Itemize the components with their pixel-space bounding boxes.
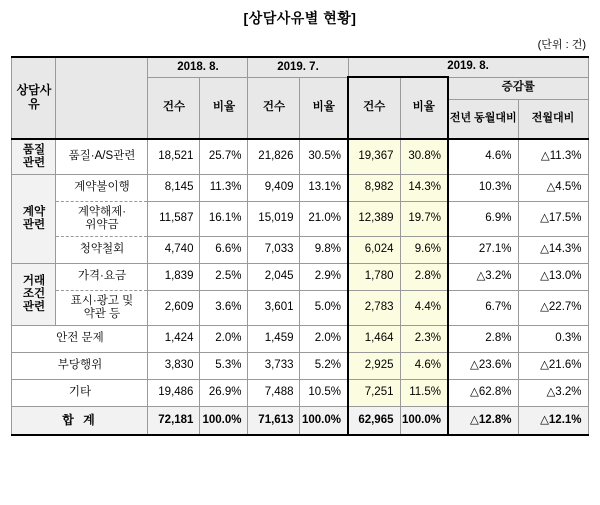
total-2018-08-rate: 100.0% xyxy=(200,407,248,436)
total-2019-07-rate: 100.0% xyxy=(300,407,348,436)
header-period-2019-08: 2019. 8. xyxy=(348,57,588,77)
table-total-row xyxy=(12,407,588,436)
cell-2019-07-count: 3,733 xyxy=(248,353,300,380)
table-row xyxy=(12,237,588,264)
cell-2018-08-rate: 25.7% xyxy=(200,139,248,175)
cell-mom: △17.5% xyxy=(518,202,588,237)
cell-2019-08-count: 6,024 xyxy=(348,237,400,264)
page-title: [상담사유별 현황] xyxy=(243,10,357,26)
cell-2019-08-rate: 14.3% xyxy=(400,175,448,202)
cell-mom: △14.3% xyxy=(518,237,588,264)
cell-mom: △3.2% xyxy=(518,380,588,407)
cell-2019-08-rate: 4.6% xyxy=(400,353,448,380)
cell-2018-08-rate: 11.3% xyxy=(200,175,248,202)
table-row xyxy=(12,202,588,237)
table-body xyxy=(12,139,588,435)
cell-yoy: 2.8% xyxy=(448,326,518,353)
cell-2019-07-rate: 5.2% xyxy=(300,353,348,380)
cell-yoy: △3.2% xyxy=(448,264,518,291)
header-period-2018-08: 2018. 8. xyxy=(148,57,248,77)
cell-2019-07-count: 7,033 xyxy=(248,237,300,264)
cell-mom: 0.3% xyxy=(518,326,588,353)
cell-2019-07-count: 7,488 xyxy=(248,380,300,407)
total-mom: △12.1% xyxy=(518,407,588,436)
cell-mom: △11.3% xyxy=(518,139,588,175)
row-reason: 안전 문제 xyxy=(12,326,148,353)
cell-2018-08-count: 4,740 xyxy=(148,237,200,264)
header-2019-08-count: 건수 xyxy=(348,77,400,139)
header-period-2019-07: 2019. 7. xyxy=(248,57,348,77)
cell-2019-07-count: 3,601 xyxy=(248,291,300,326)
table-row xyxy=(12,353,588,380)
row-reason: 기타 xyxy=(12,380,148,407)
table-row xyxy=(12,380,588,407)
row-reason: 계약불이행 xyxy=(56,175,148,202)
cell-2019-08-rate: 2.8% xyxy=(400,264,448,291)
cell-2019-07-rate: 10.5% xyxy=(300,380,348,407)
row-reason: 계약해제· 위약금 xyxy=(56,202,148,237)
total-2019-08-rate: 100.0% xyxy=(400,407,448,436)
cell-2018-08-rate: 2.5% xyxy=(200,264,248,291)
header-row-periods xyxy=(12,57,588,77)
table-row xyxy=(12,291,588,326)
cell-2019-08-count: 12,389 xyxy=(348,202,400,237)
header-2019-07-rate: 비율 xyxy=(300,77,348,139)
table-row xyxy=(12,175,588,202)
cell-2019-07-count: 2,045 xyxy=(248,264,300,291)
total-2019-07-count: 71,613 xyxy=(248,407,300,436)
table-row xyxy=(12,326,588,353)
group-label-trade-conditions: 거래 조건 관련 xyxy=(12,264,56,326)
row-reason: 청약철회 xyxy=(56,237,148,264)
cell-2019-08-rate: 19.7% xyxy=(400,202,448,237)
cell-2018-08-count: 11,587 xyxy=(148,202,200,237)
cell-2018-08-rate: 5.3% xyxy=(200,353,248,380)
cell-yoy: 4.6% xyxy=(448,139,518,175)
cell-2019-07-count: 15,019 xyxy=(248,202,300,237)
cell-2019-08-count: 7,251 xyxy=(348,380,400,407)
row-reason: 품질·A/S관련 xyxy=(56,139,148,175)
header-reason: 상담사유 xyxy=(12,57,56,139)
cell-2019-07-rate: 9.8% xyxy=(300,237,348,264)
cell-2019-08-count: 2,783 xyxy=(348,291,400,326)
cell-2019-08-count: 1,780 xyxy=(348,264,400,291)
cell-2018-08-rate: 6.6% xyxy=(200,237,248,264)
cell-mom: △21.6% xyxy=(518,353,588,380)
cell-mom: △4.5% xyxy=(518,175,588,202)
cell-yoy: 10.3% xyxy=(448,175,518,202)
cell-2019-07-rate: 13.1% xyxy=(300,175,348,202)
cell-2018-08-count: 1,424 xyxy=(148,326,200,353)
cell-mom: △13.0% xyxy=(518,264,588,291)
table-row xyxy=(12,139,588,175)
row-reason: 표시·광고 및 약관 등 xyxy=(56,291,148,326)
cell-2018-08-count: 1,839 xyxy=(148,264,200,291)
header-reason-detail xyxy=(56,57,148,139)
cell-2018-08-count: 19,486 xyxy=(148,380,200,407)
group-label-quality: 품질 관련 xyxy=(12,139,56,175)
cell-2019-08-rate: 11.5% xyxy=(400,380,448,407)
cell-2019-07-rate: 5.0% xyxy=(300,291,348,326)
cell-2019-08-count: 1,464 xyxy=(348,326,400,353)
cell-2019-08-rate: 30.8% xyxy=(400,139,448,175)
cell-yoy: 6.9% xyxy=(448,202,518,237)
cell-2018-08-rate: 26.9% xyxy=(200,380,248,407)
cell-2019-07-count: 9,409 xyxy=(248,175,300,202)
cell-2019-07-rate: 2.9% xyxy=(300,264,348,291)
consultation-reason-table xyxy=(11,56,588,436)
total-2019-08-count: 62,965 xyxy=(348,407,400,436)
cell-2019-07-rate: 2.0% xyxy=(300,326,348,353)
cell-yoy: △62.8% xyxy=(448,380,518,407)
header-2018-08-rate: 비율 xyxy=(200,77,248,139)
cell-2019-08-rate: 4.4% xyxy=(400,291,448,326)
header-mom: 전월대비 xyxy=(518,99,588,139)
cell-2019-08-count: 8,982 xyxy=(348,175,400,202)
cell-2019-08-count: 2,925 xyxy=(348,353,400,380)
row-reason: 가격·요금 xyxy=(56,264,148,291)
cell-2019-07-rate: 21.0% xyxy=(300,202,348,237)
cell-2018-08-rate: 2.0% xyxy=(200,326,248,353)
cell-2018-08-count: 8,145 xyxy=(148,175,200,202)
cell-yoy: 6.7% xyxy=(448,291,518,326)
cell-2018-08-count: 2,609 xyxy=(148,291,200,326)
total-label: 합 계 xyxy=(12,407,148,436)
header-2019-08-rate: 비율 xyxy=(400,77,448,139)
total-yoy: △12.8% xyxy=(448,407,518,436)
cell-2018-08-count: 18,521 xyxy=(148,139,200,175)
cell-2018-08-rate: 16.1% xyxy=(200,202,248,237)
cell-2019-08-rate: 2.3% xyxy=(400,326,448,353)
cell-yoy: △23.6% xyxy=(448,353,518,380)
cell-2018-08-rate: 3.6% xyxy=(200,291,248,326)
header-change-rate: 증감률 xyxy=(448,77,588,99)
cell-2019-08-rate: 9.6% xyxy=(400,237,448,264)
cell-2019-07-rate: 30.5% xyxy=(300,139,348,175)
row-reason: 부당행위 xyxy=(12,353,148,380)
cell-2018-08-count: 3,830 xyxy=(148,353,200,380)
total-2018-08-count: 72,181 xyxy=(148,407,200,436)
cell-2019-08-count: 19,367 xyxy=(348,139,400,175)
header-2019-07-count: 건수 xyxy=(248,77,300,139)
cell-yoy: 27.1% xyxy=(448,237,518,264)
unit-note: (단위 : 건) xyxy=(537,39,586,51)
header-yoy: 전년 동월대비 xyxy=(448,99,518,139)
table-header xyxy=(12,57,588,139)
cell-2019-07-count: 1,459 xyxy=(248,326,300,353)
cell-mom: △22.7% xyxy=(518,291,588,326)
group-label-contract: 계약 관련 xyxy=(12,175,56,264)
cell-2019-07-count: 21,826 xyxy=(248,139,300,175)
table-row xyxy=(12,264,588,291)
header-2018-08-count: 건수 xyxy=(148,77,200,139)
